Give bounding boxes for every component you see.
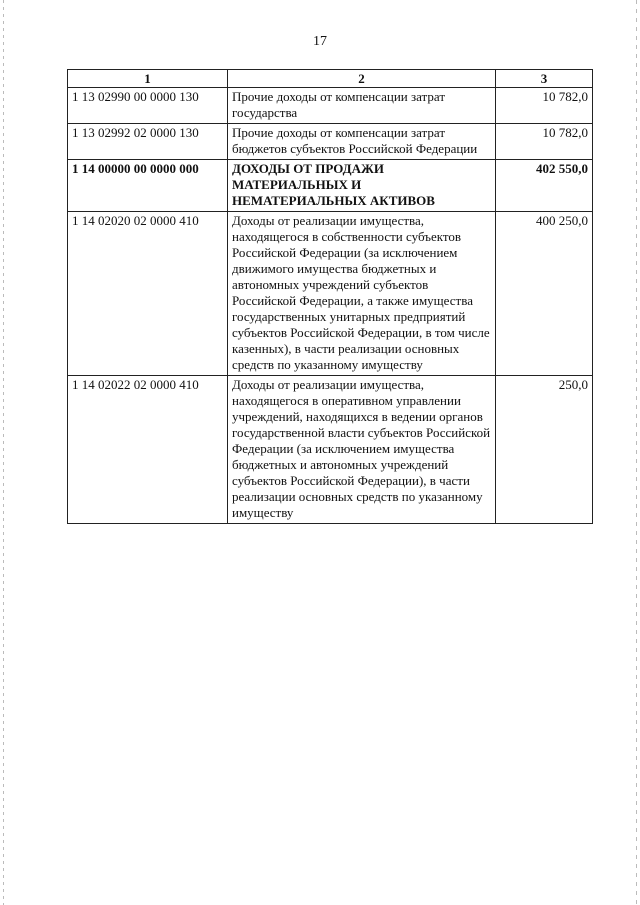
- table-row-section: [68, 160, 593, 212]
- revenue-name: ДОХОДЫ ОТ ПРОДАЖИ МАТЕРИАЛЬНЫХ И НЕМАТЕРИАЛЬНЫХ АКТИВОВ: [228, 160, 496, 212]
- column-header-3: 3: [496, 70, 593, 88]
- page-number: 17: [313, 34, 327, 49]
- scan-edge-left: [3, 0, 4, 905]
- revenue-name: Прочие доходы от компенсации затрат государства: [228, 88, 496, 124]
- revenue-amount: 10 782,0: [496, 124, 593, 160]
- revenue-name: Прочие доходы от компенсации затрат бюджетов субъектов Российской Федерации: [228, 124, 496, 160]
- table-header-row: [68, 70, 593, 88]
- table-row: [68, 88, 593, 124]
- budget-revenue-table: [67, 69, 593, 524]
- revenue-amount: 10 782,0: [496, 88, 593, 124]
- table-row: [68, 212, 593, 376]
- column-header-2: 2: [228, 70, 496, 88]
- revenue-name: Доходы от реализации имущества, находящегося в собственности субъектов Российской Федерации (за исключением движимого имущества бюджетных и автономных учреждений субъектов Российской Федерации, а также имущества государственных унитарных предприятий субъектов Российской Федерации, в том числе казенных), в части реализации основных средств по указанному имуществу: [228, 212, 496, 376]
- revenue-amount: 250,0: [496, 376, 593, 524]
- revenue-name: Доходы от реализации имущества, находящегося в оперативном управлении учреждений, находящихся в ведении органов государственной власти субъектов Российской Федерации (за исключением имущества бюджетных и автономных учреждений субъектов Российской Федерации), в части реализации основных средств по указанному имуществу: [228, 376, 496, 524]
- column-header-1: 1: [68, 70, 228, 88]
- table-row: [68, 124, 593, 160]
- revenue-amount: 400 250,0: [496, 212, 593, 376]
- classification-code: 1 14 00000 00 0000 000: [68, 160, 228, 212]
- classification-code: 1 14 02020 02 0000 410: [68, 212, 228, 376]
- scan-edge-right: [636, 0, 637, 905]
- classification-code: 1 13 02992 02 0000 130: [68, 124, 228, 160]
- table-row: [68, 376, 593, 524]
- classification-code: 1 13 02990 00 0000 130: [68, 88, 228, 124]
- revenue-amount: 402 550,0: [496, 160, 593, 212]
- classification-code: 1 14 02022 02 0000 410: [68, 376, 228, 524]
